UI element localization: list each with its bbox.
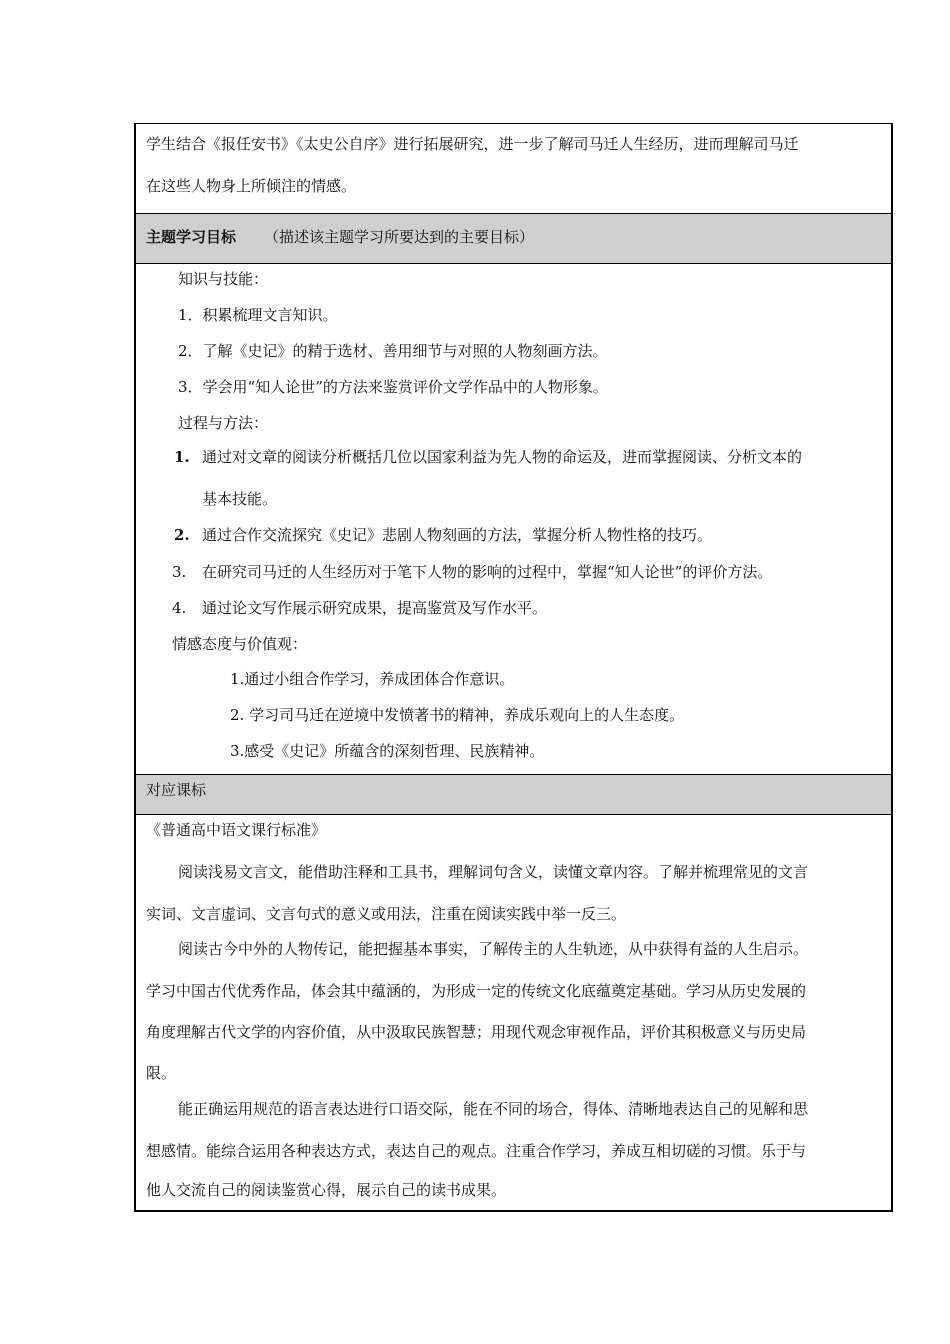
- process-item-1-number: 1.: [174, 448, 190, 466]
- attitude-heading: 情感态度与价值观：: [172, 635, 308, 653]
- standards-para-2-line-3: 角度理解古代文学的内容价值，从中汲取民族智慧；用现代观念审视作品，评价其积极意义与历史局: [146, 1023, 807, 1041]
- standards-para-2-line-1: 阅读古今中外的人物传记，能把握基本事实，了解传主的人生轨迹，从中获得有益的人生启示。: [178, 940, 809, 958]
- attitude-item-1: 1.通过小组合作学习，养成团体合作意识。: [230, 670, 515, 688]
- process-item-3-text: 在研究司马迁的人生经历对于笔下人物的影响的过程中，掌握“知人论世”的评价方法。: [202, 563, 773, 581]
- goals-header: [136, 214, 891, 264]
- process-item-2-text: 通过合作交流探究《史记》悲剧人物刻画的方法，掌握分析人物性格的技巧。: [202, 526, 713, 544]
- knowledge-item-3: 3．学会用“知人论世”的方法来鉴赏评价文学作品中的人物形象。: [178, 378, 608, 396]
- standards-para-2-line-4: 限。: [146, 1064, 177, 1082]
- standards-para-3-line-2: 想感情。能综合运用各种表达方式，表达自己的观点。注重合作学习，养成互相切磋的习惯。乐于与: [146, 1142, 807, 1160]
- standards-para-2-line-2: 学习中国古代优秀作品，体会其中蕴涵的，为形成一定的传统文化底蕴奠定基础。学习从历史发展的: [146, 982, 807, 1000]
- process-item-4-text: 通过论文写作展示研究成果，提高鉴赏及写作水平。: [202, 599, 548, 617]
- knowledge-item-1: 1．积累梳理文言知识。: [178, 306, 338, 324]
- process-item-3-number: 3.: [172, 563, 187, 581]
- standards-title: 对应课标: [146, 781, 207, 799]
- process-heading: 过程与方法：: [178, 414, 269, 432]
- attitude-item-3: 3.感受《史记》所蕴含的深刻哲理、民族精神。: [230, 742, 545, 760]
- standards-header: [136, 775, 891, 815]
- intro-line-2: 在这些人物身上所倾注的情感。: [146, 177, 357, 195]
- goals-body: [136, 264, 891, 775]
- knowledge-item-2: 2．了解《史记》的精于选材、善用细节与对照的人物刻画方法。: [178, 342, 608, 360]
- intro-cell: [136, 124, 891, 214]
- process-item-1-text: 通过对文章的阅读分析概括几位以国家利益为先人物的命运及，进而掌握阅读、分析文本的: [202, 448, 803, 466]
- standards-para-1-line-2: 实词、文言虚词、文言句式的意义或用法，注重在阅读实践中举一反三。: [146, 905, 627, 923]
- process-item-1-continued: 基本技能。: [202, 490, 278, 508]
- standards-para-3-line-1: 能正确运用规范的语言表达进行口语交际，能在不同的场合，得体、清晰地表达自己的见解和思: [178, 1100, 809, 1118]
- lesson-plan-table: [134, 123, 893, 1212]
- standards-source: 《普通高中语文课行标准》: [146, 821, 327, 839]
- process-item-2-number: 2.: [174, 526, 190, 544]
- goals-title: 主题学习目标: [146, 228, 237, 246]
- process-item-4-number: 4.: [172, 599, 187, 617]
- attitude-item-2: 2. 学习司马迁在逆境中发愤著书的精神，养成乐观向上的人生态度。: [230, 706, 685, 724]
- standards-para-1-line-1: 阅读浅易文言文，能借助注释和工具书，理解词句含义，读懂文章内容。了解并梳理常见的文言: [178, 863, 809, 881]
- goals-description: （描述该主题学习所要达到的主要目标）: [264, 228, 535, 246]
- standards-para-3-line-3: 他人交流自己的阅读鉴赏心得，展示自己的读书成果。: [146, 1181, 507, 1199]
- intro-line-1: 学生结合《报任安书》《太史公自序》进行拓展研究，进一步了解司马迁人生经历，进而理解司马迁: [146, 135, 799, 153]
- standards-body: [136, 815, 891, 1212]
- knowledge-heading: 知识与技能：: [178, 270, 269, 288]
